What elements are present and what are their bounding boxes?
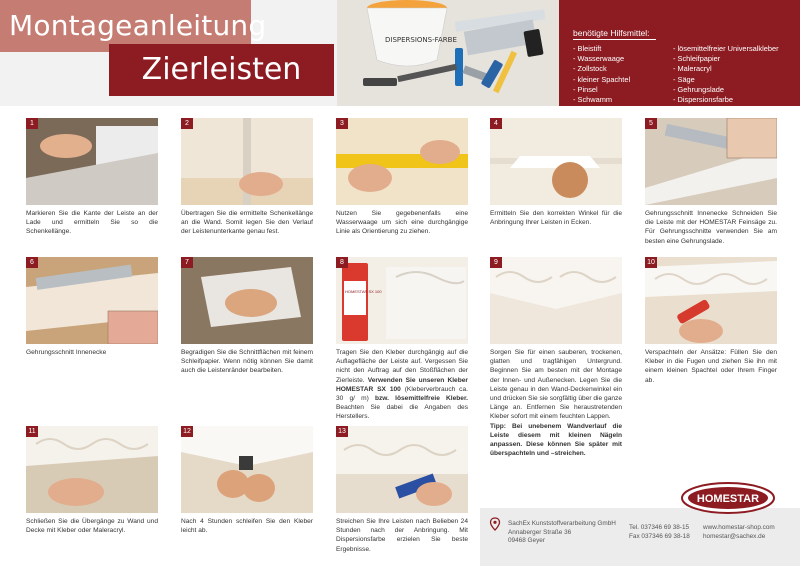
step-11 — [26, 426, 158, 535]
step-text: Schließen Sie die Übergänge zu Wand und Decke mit Kleber oder Maleracryl. — [26, 518, 158, 535]
step-number: 8 — [336, 257, 348, 268]
tool-item: - Bleistift — [573, 44, 602, 53]
step-text: Nutzen Sie gegebenenfalls eine Wasserwaage um sich eine durchgängige Linie als Orientierung zu ziehen. — [336, 210, 468, 236]
step-text: Ermitteln Sie den korrekten Winkel für die Anbringung Ihrer Leisten in Ecken. — [490, 210, 622, 227]
tool-item: - kleiner Spachtel — [573, 74, 631, 84]
step-photo — [645, 118, 777, 205]
step-5 — [645, 118, 777, 246]
step-text: Tragen Sie den Kleber durchgängig auf die Auflagefläche der Leiste auf. Vergessen Sie nicht den Auftrag auf den Stoßflächen der Zierleiste. Verwenden Sie unseren Kleber HOMESTAR SX 100 (Kleberverbrauch ca. 30 g/ m) bzw. lösemittelfreie Kleber. Beachten Sie dabei die Angaben des Herstellers. — [336, 349, 468, 421]
step-number: 7 — [181, 257, 193, 268]
step-number: 4 — [490, 118, 502, 129]
step-number: 13 — [336, 426, 348, 437]
step-number: 6 — [26, 257, 38, 268]
title-zierleisten: Zierleisten — [109, 44, 334, 96]
step-text: Streichen Sie Ihre Leisten nach Belieben 24 Stunden nach der Anbringung. Mit Dispersionsfarbe erzielen Sie beste Ergebnisse. — [336, 518, 468, 553]
tool-item: - Schleifpapier — [673, 54, 721, 64]
step-text: Gehrungsschnitt Innenecke — [26, 349, 107, 356]
svg-text:HOMESTAR: HOMESTAR — [696, 493, 760, 505]
fax-number: Fax 037346 69 38-18 — [629, 532, 690, 540]
tool-item: - Dispersionsfarbe — [673, 95, 733, 105]
step-number: 3 — [336, 118, 348, 129]
tool-item: - Wasserwaage — [573, 54, 625, 64]
phone-number: Tel. 037346 69 38-15 — [629, 524, 690, 531]
step-photo — [181, 118, 313, 205]
step-photo — [336, 426, 468, 513]
tools-title: benötigte Hilfsmittel: — [573, 28, 656, 40]
tools-list-right — [673, 44, 779, 105]
step-text: Verspachteln der Ansätze: Füllen Sie den Kleber in die Fugen und ziehen Sie ihn mit einem kleinen Spachtel oder Ihrem Finger ab. — [645, 349, 777, 384]
step-7 — [181, 257, 313, 376]
tools-photo — [337, 0, 559, 106]
tool-item: - Maleracryl — [673, 64, 712, 74]
step-13 — [336, 426, 468, 554]
location-pin-icon — [489, 517, 501, 531]
step-text: Sorgen Sie für einen sauberen, trockenen, glatten und tragfähigen Untergrund. Beginnen Sie am besten mit der Montage der Innen- und Außenecken. Legen Sie die Leiste genau in den Wand-Deckenwinkel ein und drücken Sie sie sorgfältig über die ganze Länge an. Entfernen Sie heraustretenden Kleber sofort mit einem feuchten Lappen. Tipp: Bei unebenem Wandverlauf die Leiste diesem mit kleinen Nägeln anpassen. Diese können Sie später mit überspachteln und –streichen. — [490, 349, 622, 458]
contact-phone — [629, 524, 690, 541]
step-photo — [336, 257, 468, 344]
tool-item: - lösemittelfreier Universalkleber — [673, 44, 779, 53]
company-street: Annaberger Straße 36 — [508, 528, 572, 536]
step-photo — [26, 426, 158, 513]
step-12 — [181, 426, 313, 535]
step-1 — [26, 118, 158, 237]
step-number: 2 — [181, 118, 193, 129]
company-city: 09468 Geyer — [508, 537, 545, 545]
step-photo — [26, 257, 158, 344]
company-name: SachEx Kunststoffverarbeitung GmbH — [508, 520, 616, 527]
paint-bucket-label: DISPERSIONS-FARBE — [385, 36, 457, 44]
step-10 — [645, 257, 777, 385]
step-number: 9 — [490, 257, 502, 268]
step-2 — [181, 118, 313, 237]
step-text: Übertragen Sie die ermittelte Schenkellänge an die Wand. Somit legen Sie den Verlauf der Leistenunterkante genau fest. — [181, 210, 313, 236]
step-photo — [490, 257, 622, 344]
contact-web — [703, 524, 775, 541]
step-3 — [336, 118, 468, 237]
step-number: 11 — [26, 426, 38, 437]
step-photo — [181, 426, 313, 513]
email-link[interactable]: homestar@sachex.de — [703, 532, 766, 540]
title-montageanleitung: Montageanleitung — [0, 0, 251, 52]
website-link[interactable]: www.homestar-shop.com — [703, 524, 775, 531]
step-6 — [26, 257, 158, 357]
step-text: Begradigen Sie die Schnittflächen mit feinem Schleifpapier. Wenn nötig können Sie damit auch die Leistenränder bearbeiten. — [181, 349, 313, 375]
step-photo — [181, 257, 313, 344]
tools-panel — [559, 0, 800, 106]
homestar-logo — [680, 481, 776, 515]
step-4 — [490, 118, 622, 227]
step-text: Nach 4 Stunden schleifen Sie den Kleber leicht ab. — [181, 518, 313, 535]
tool-item: - Pinsel — [573, 84, 598, 94]
tool-item: - Schwamm — [573, 95, 613, 105]
tool-item: - Gehrungslade — [673, 84, 724, 94]
step-photo — [645, 257, 777, 344]
tool-item: - Zollstock — [573, 64, 607, 74]
step-9 — [490, 257, 622, 458]
step-number: 10 — [645, 257, 657, 268]
glue-tube-label: HOMESTAR SX 100 — [345, 289, 382, 294]
step-photo — [490, 118, 622, 205]
company-address — [508, 520, 616, 546]
step-text: Markieren Sie die Kante der Leiste an der Lade und ermitteln Sie so die Schenkellänge. — [26, 210, 158, 236]
step-number: 1 — [26, 118, 38, 129]
tools-list-left — [573, 44, 630, 105]
step-8 — [336, 257, 468, 422]
tool-item: - Säge — [673, 74, 695, 84]
step-photo — [336, 118, 468, 205]
step-number: 5 — [645, 118, 657, 129]
step-text: Gehrungsschnitt Innenecke Schneiden Sie die Leiste mit der HOMESTAR Feinsäge zu. Für Gehrungsschnitte verwenden Sie am besten eine Gehrungslade. — [645, 210, 777, 245]
step-photo — [26, 118, 158, 205]
step-number: 12 — [181, 426, 193, 437]
